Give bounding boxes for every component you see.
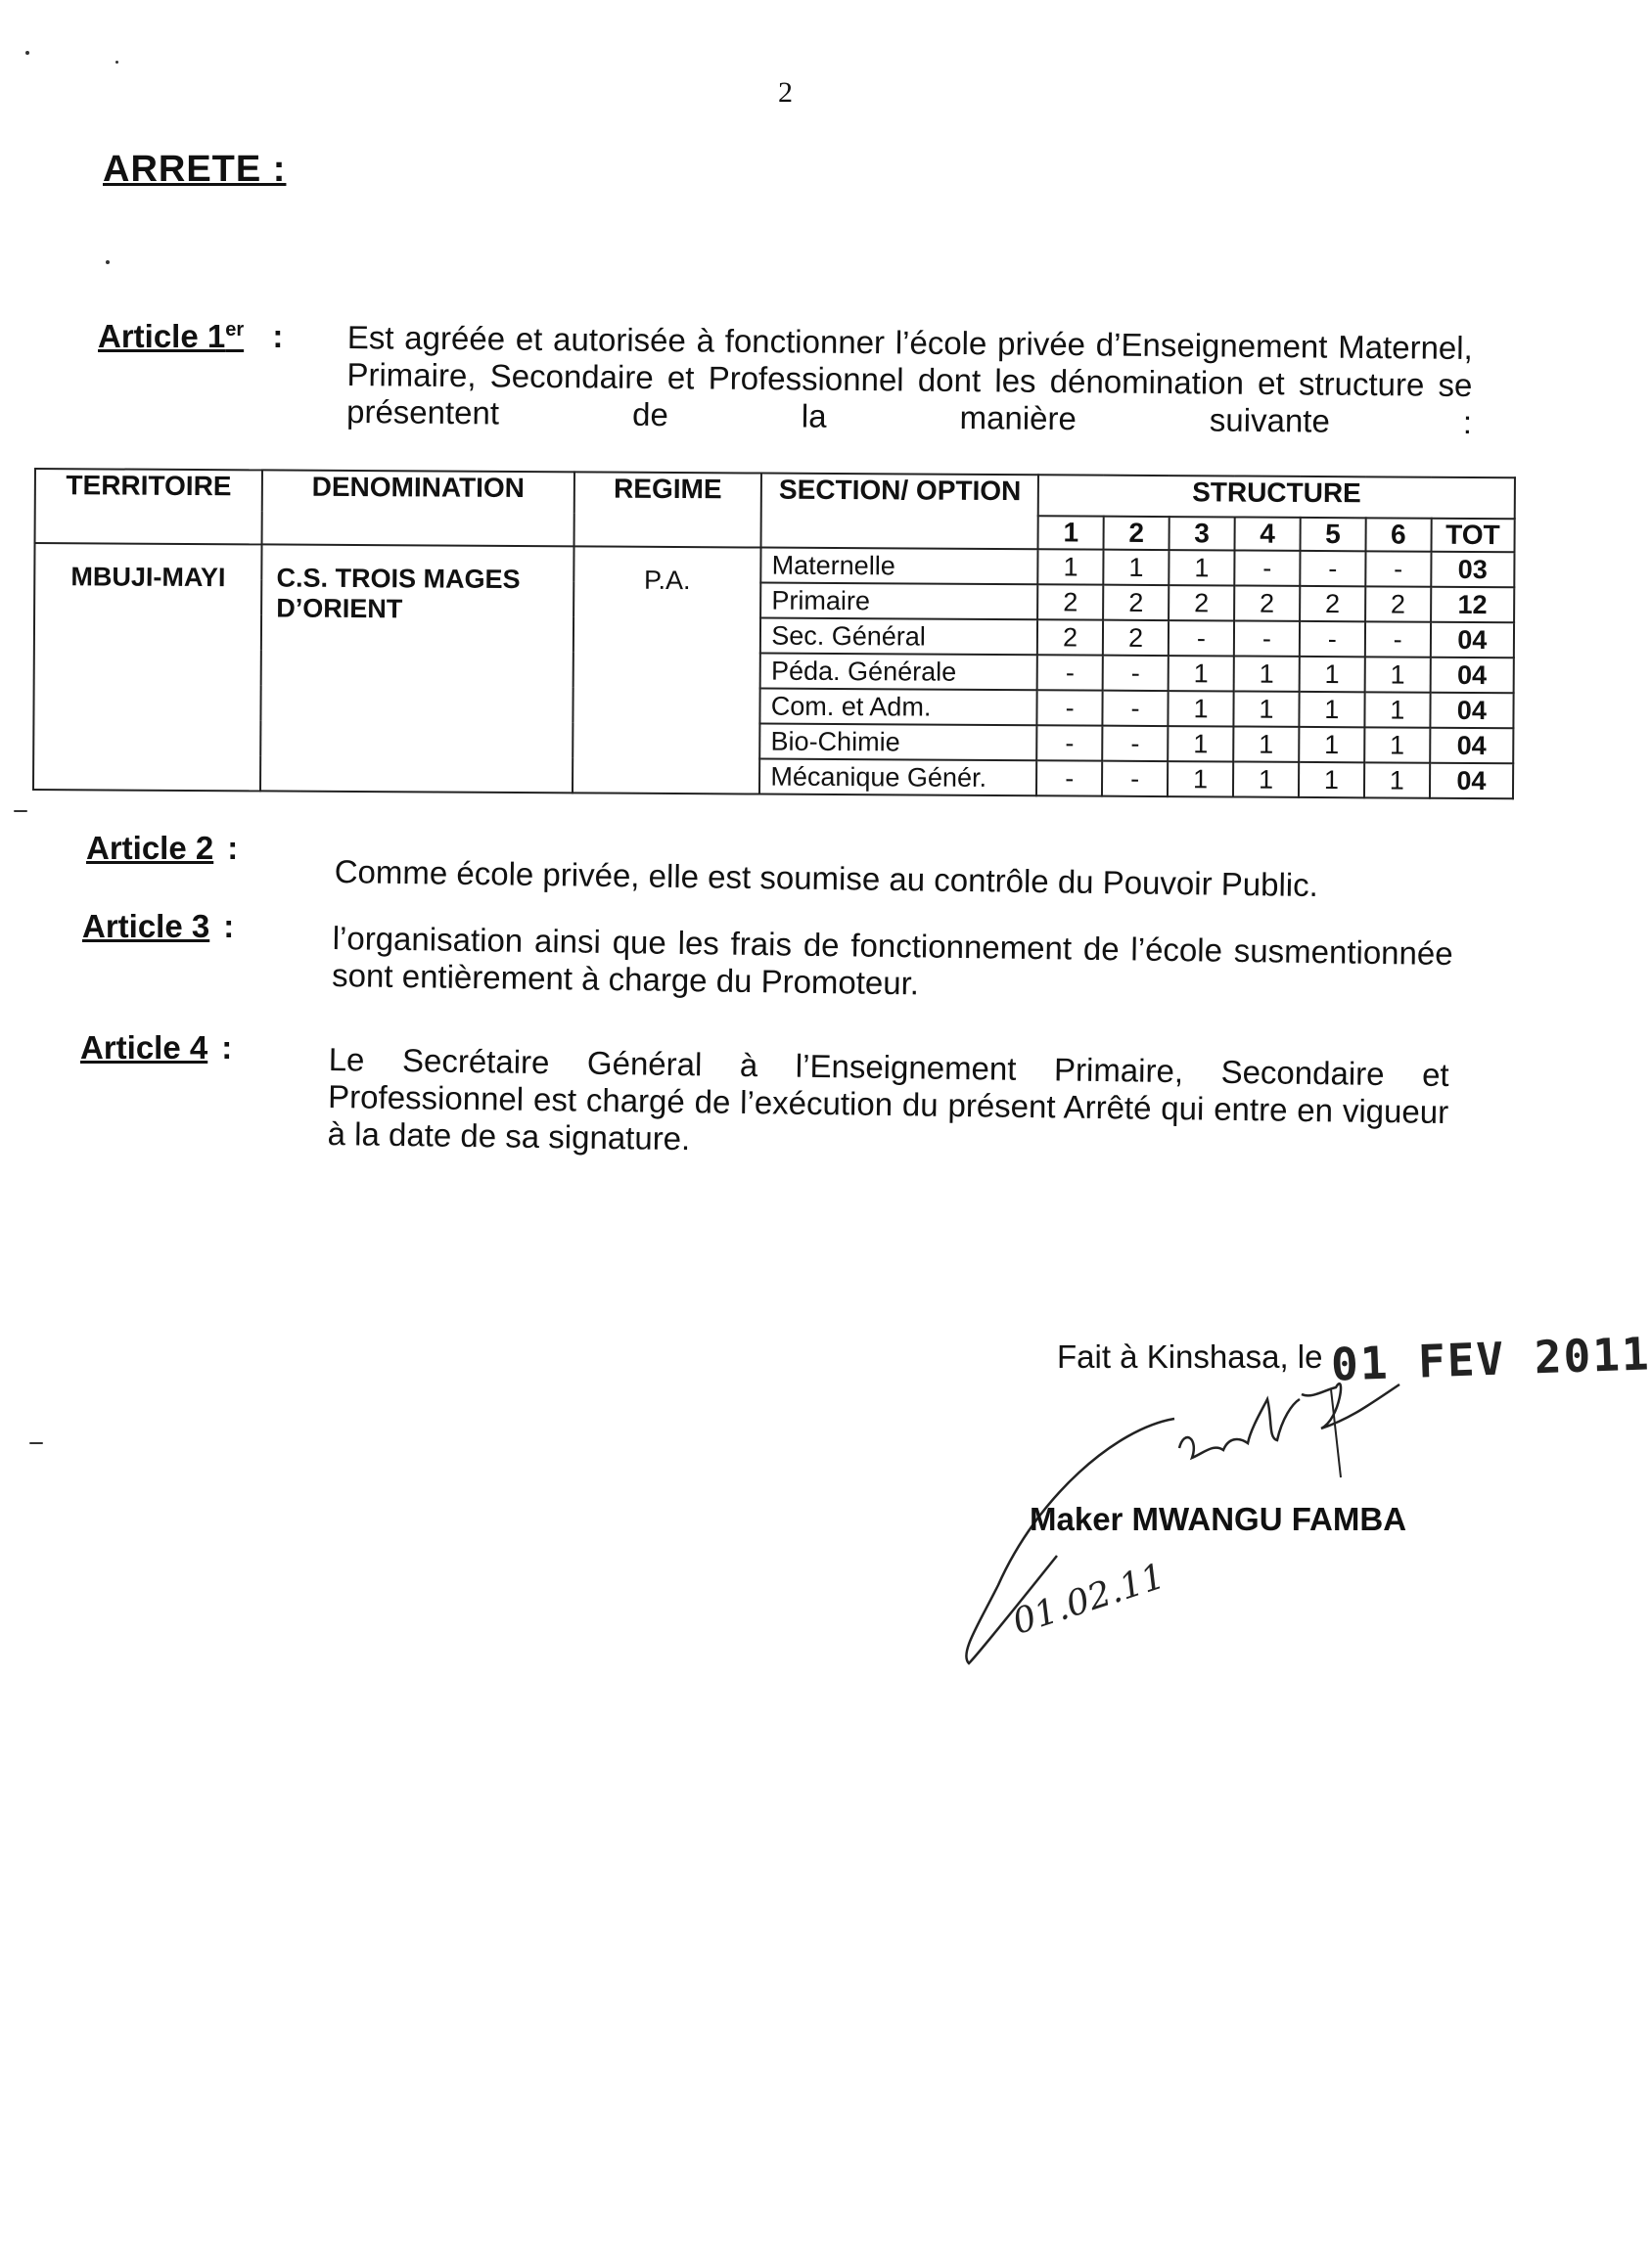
header-regime: REGIME: [573, 472, 761, 547]
structure-cell: -: [1234, 620, 1300, 656]
structure-cell: 1: [1233, 761, 1299, 796]
date-stamp: 01 FEV 2011: [1330, 1327, 1651, 1391]
signatory-name: Maker MWANGU FAMBA: [1030, 1501, 1407, 1537]
structure-cell: -: [1102, 761, 1168, 796]
page-number: 2: [778, 76, 793, 109]
structure-cell: 1: [1364, 692, 1430, 727]
speck-left: [106, 260, 110, 264]
section-cell: Mécanique Génér.: [759, 759, 1036, 796]
structure-cell: 1: [1364, 727, 1430, 762]
total-cell: 03: [1431, 552, 1514, 588]
article-4-text: Le Secrétaire Général à l’Enseignement Primaire, Secondaire et Professionnel est chargé de l’exécution du présent Arrêté qui entre en vigueur à la date de sa signature.: [327, 1041, 1449, 1157]
structure-cell: 1: [1168, 726, 1233, 761]
structure-cell: 1: [1364, 762, 1430, 797]
total-cell: 04: [1430, 693, 1513, 729]
structure-cell: -: [1103, 691, 1169, 726]
structure-cell: 2: [1103, 585, 1169, 620]
article-1-text: Est agréée et autorisée à fonctionner l’école privée d’Enseignement Maternel, Primaire, Secondaire et Professionnel dont les dénomination et structure se présentent de la manière suivante :: [345, 319, 1473, 441]
structure-cell: 1: [1233, 691, 1299, 726]
structure-col-header: 3: [1169, 517, 1235, 550]
article-3-label: Article 3 :: [82, 908, 235, 944]
denomination-cell: C.S. TROIS MAGES D’ORIENT: [260, 544, 573, 793]
structure-cell: -: [1365, 621, 1431, 657]
section-cell: Péda. Générale: [760, 654, 1037, 691]
structure-cell: 1: [1364, 657, 1430, 692]
article-4-label: Article 4 :: [80, 1029, 233, 1066]
structure-cell: 2: [1365, 586, 1431, 621]
structure-cell: 1: [1233, 726, 1299, 761]
structure-cell: -: [1102, 726, 1168, 761]
speck-margin-1: [14, 810, 27, 812]
structure-col-header: 1: [1038, 516, 1104, 549]
structure-cell: -: [1365, 551, 1431, 586]
structure-cell: -: [1234, 550, 1300, 585]
structure-cell: 2: [1234, 585, 1300, 620]
section-cell: Bio-Chimie: [759, 724, 1036, 761]
structure-cell: -: [1036, 760, 1102, 795]
structure-col-header: 6: [1365, 518, 1431, 551]
structure-cell: 1: [1299, 762, 1364, 797]
structure-cell: 1: [1168, 761, 1233, 796]
structure-cell: 2: [1169, 585, 1234, 620]
section-cell: Primaire: [760, 583, 1037, 620]
structure-cell: 2: [1037, 584, 1103, 619]
section-cell: Maternelle: [761, 548, 1038, 585]
territoire-cell: MBUJI-MAYI: [33, 543, 262, 791]
heading-arrete: ARRETE :: [103, 149, 287, 190]
article-2-text: Comme école privée, elle est soumise au contrôle du Pouvoir Public.: [334, 853, 1319, 904]
speck-margin-2: [29, 1442, 43, 1444]
header-section: SECTION/ OPTION: [761, 474, 1038, 550]
article-2-label: Article 2 :: [86, 830, 239, 866]
regime-cell: P.A.: [573, 546, 761, 794]
header-structure: STRUCTURE: [1038, 475, 1515, 519]
structure-cell: -: [1300, 551, 1365, 586]
handwritten-date: 01.02.11: [1008, 1556, 1170, 1643]
total-cell: 04: [1430, 763, 1513, 799]
structure-col-header: TOT: [1431, 519, 1514, 553]
structure-cell: 1: [1299, 727, 1364, 762]
structure-cell: -: [1036, 725, 1102, 760]
place-and-date: Fait à Kinshasa, le: [1057, 1338, 1323, 1375]
structure-cell: 1: [1299, 692, 1364, 727]
structure-cell: 2: [1037, 619, 1103, 655]
speck-top: [115, 61, 118, 64]
structure-cell: 1: [1103, 550, 1169, 585]
structure-col-header: 2: [1104, 517, 1169, 550]
structure-cell: 2: [1103, 620, 1169, 656]
structure-cell: -: [1103, 656, 1169, 691]
structure-cell: 1: [1168, 691, 1233, 726]
structure-cell: -: [1300, 621, 1365, 657]
structure-cell: 1: [1234, 656, 1300, 691]
structure-cell: 1: [1169, 656, 1234, 691]
section-cell: Com. et Adm.: [760, 689, 1037, 726]
structure-cell: 2: [1300, 586, 1365, 621]
header-denomination: DENOMINATION: [262, 470, 574, 546]
structure-col-header: 5: [1300, 518, 1365, 551]
structure-cell: -: [1169, 620, 1234, 656]
total-cell: 12: [1431, 587, 1514, 623]
article-1-label: Article 1er :: [98, 318, 284, 354]
structure-table: [32, 468, 1516, 799]
total-cell: 04: [1430, 728, 1513, 764]
article-3-text: l’organisation ainsi que les frais de fonctionnement de l’école susmentionnée sont entièrement à charge du Promoteur.: [331, 920, 1453, 1002]
total-cell: 04: [1431, 622, 1514, 658]
speck-top-left: [25, 51, 29, 55]
structure-cell: 1: [1038, 549, 1104, 584]
structure-cell: -: [1037, 690, 1103, 725]
header-territoire: TERRITOIRE: [35, 469, 263, 544]
structure-cell: 1: [1169, 550, 1234, 585]
structure-cell: 1: [1300, 657, 1365, 692]
total-cell: 04: [1430, 658, 1513, 694]
structure-cell: -: [1037, 655, 1103, 690]
section-cell: Sec. Général: [760, 618, 1037, 656]
structure-col-header: 4: [1234, 517, 1300, 550]
